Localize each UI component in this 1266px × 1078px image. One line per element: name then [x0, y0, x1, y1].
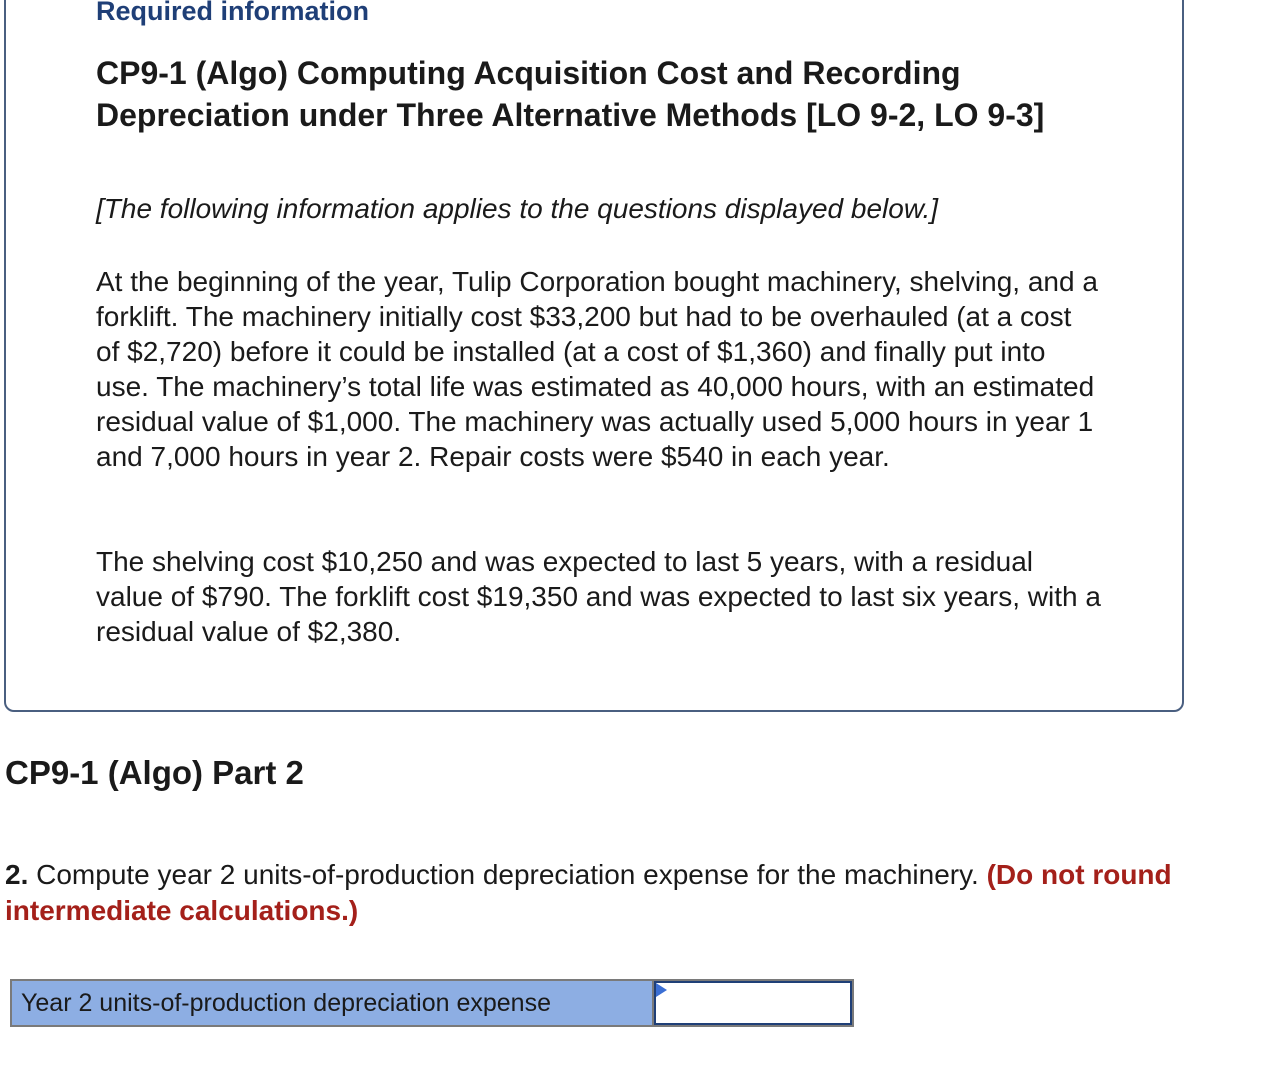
question-text: Compute year 2 units-of-production depreciation expense for the machinery. — [28, 859, 987, 890]
required-information-panel — [4, 0, 1184, 712]
problem-title: CP9-1 (Algo) Computing Acquisition Cost and Recording Depreciation under Three Alternative Methods [LO 9-2, LO 9-3] — [96, 55, 1045, 133]
scenario-paragraph-machinery: At the beginning of the year, Tulip Corporation bought machinery, shelving, and a forklift. The machinery initially cost $33,200 but had to be overhauled (at a cost of $2,720) before it could be installed (at a cost of $1,360) and finally put into use. The machinery’s total life was estimated as 40,000 hours, with an estimated residual value of $1,000. The machinery was actually used 5,000 hours in year 1 and 7,000 hours in year 2. Repair costs were $540 in each year. — [96, 266, 1098, 472]
answer-row-label: Year 2 units-of-production depreciation expense — [12, 981, 654, 1025]
intro-note: [The following information applies to the questions displayed below.] — [96, 193, 939, 224]
question-prompt — [5, 857, 1245, 929]
answer-input-cell[interactable] — [654, 981, 852, 1025]
input-flag-icon — [656, 983, 667, 997]
scenario-paragraph-shelving-forklift: The shelving cost $10,250 and was expected to last 5 years, with a residual value of $790. The forklift cost $19,350 and was expected to last six years, with a residual value of $2,380. — [96, 546, 1101, 647]
required-information-heading: Required information — [96, 0, 370, 26]
question-number: 2. — [5, 859, 29, 890]
depreciation-expense-input[interactable] — [656, 983, 850, 1023]
answer-table — [10, 979, 854, 1027]
rounding-instruction: (Do not round intermediate calculations.) — [5, 859, 1172, 926]
part-title: CP9-1 (Algo) Part 2 — [5, 754, 304, 791]
